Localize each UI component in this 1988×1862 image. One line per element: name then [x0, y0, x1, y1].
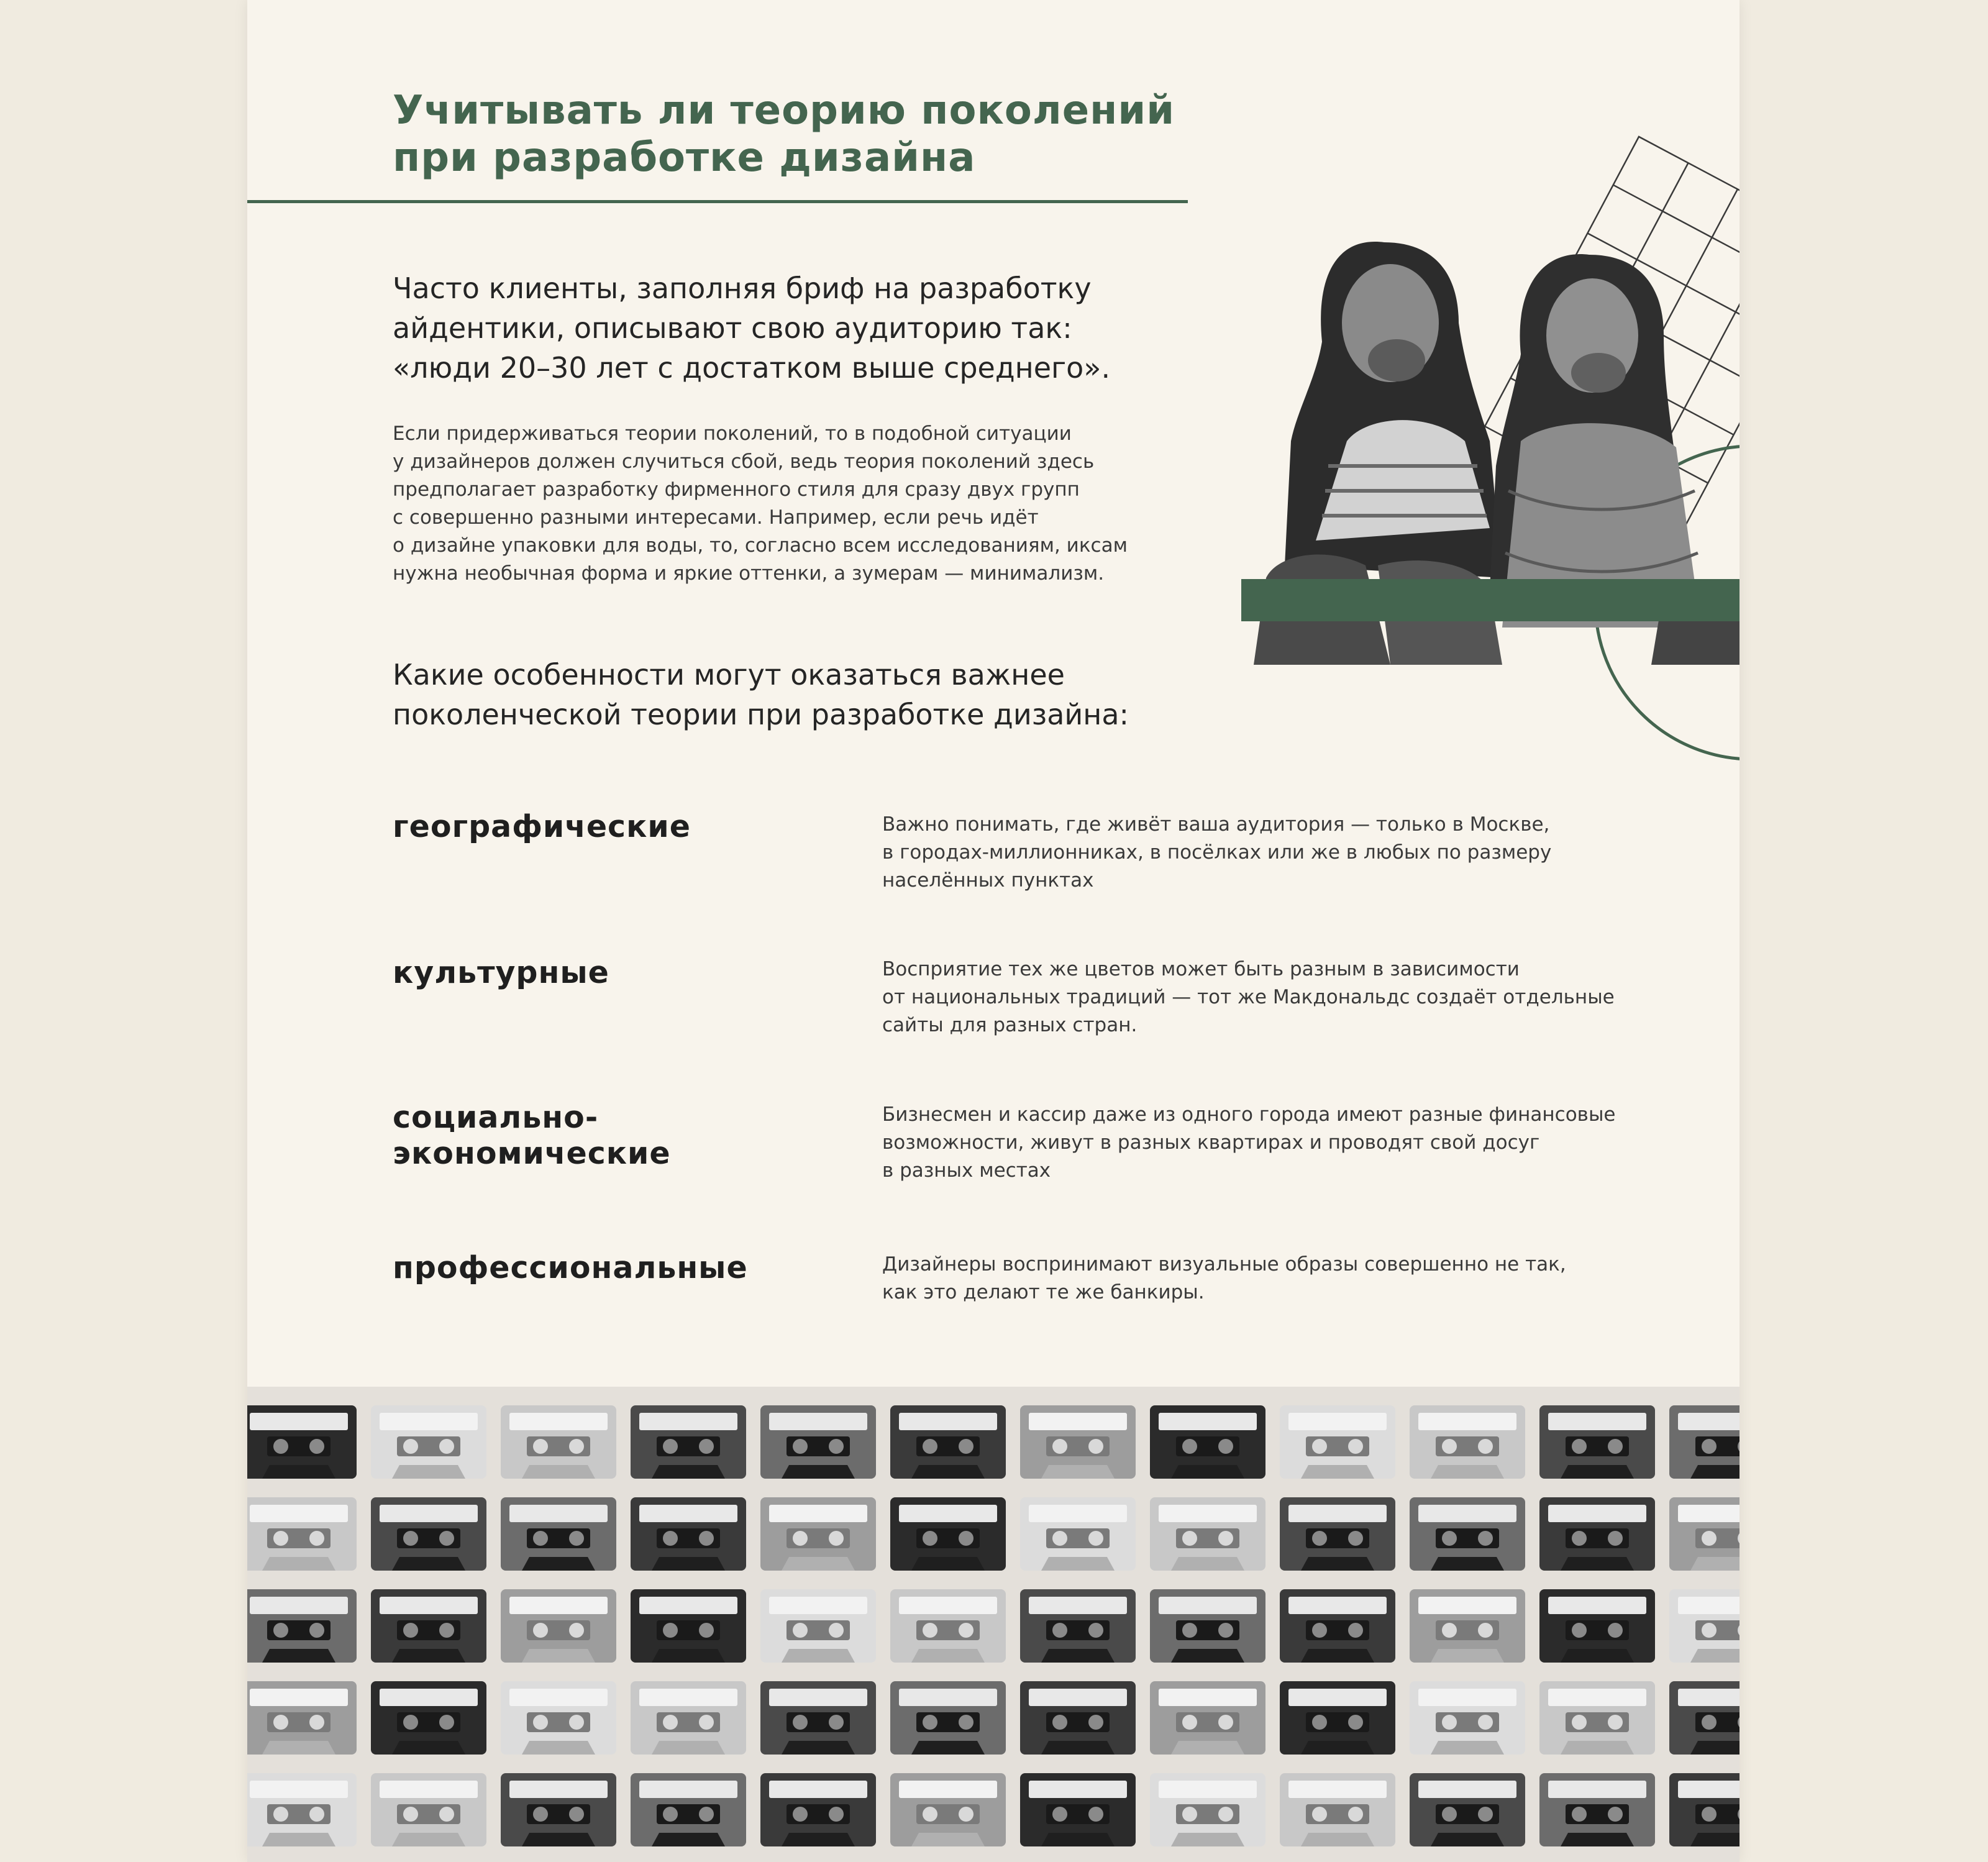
- cassette-tape: [247, 1405, 357, 1479]
- cassette-tape: [371, 1497, 486, 1571]
- cassette-tape: [1280, 1405, 1395, 1479]
- feature-title-line: экономические: [393, 1136, 671, 1171]
- cassette-tape: [1020, 1773, 1136, 1846]
- cassette-tape: [247, 1773, 357, 1846]
- cassette-tape: [631, 1773, 746, 1846]
- cassette-tape: [760, 1589, 876, 1663]
- cassette-tape: [1410, 1589, 1525, 1663]
- cassette-tape: [890, 1405, 1006, 1479]
- feature-desc-line: в городах-миллионниках, в посёлках или же в любых по размеру: [882, 841, 1552, 864]
- feature-desc-line: Важно понимать, где живёт ваша аудитория — только в Москве,: [882, 813, 1550, 836]
- cassette-tape: [631, 1497, 746, 1571]
- article-page: [247, 0, 1740, 1862]
- features-heading: [393, 655, 1129, 734]
- body-line: у дизайнеров должен случиться сбой, ведь теория поколений здесь: [393, 450, 1095, 473]
- cassette-tape: [501, 1681, 616, 1755]
- cassette-tape: [1669, 1681, 1740, 1755]
- body-line: предполагает разработку фирменного стиля для сразу двух групп: [393, 478, 1080, 501]
- feature-desc-line: Бизнесмен и кассир даже из одного города имеют разные финансовые: [882, 1103, 1616, 1126]
- cassette-tapes-band: [247, 1387, 1740, 1862]
- lead-line: Часто клиенты, заполняя бриф на разработку: [393, 272, 1092, 305]
- feature-title-line: профессиональные: [393, 1250, 748, 1285]
- cassette-tape: [371, 1681, 486, 1755]
- cassette-tape: [890, 1681, 1006, 1755]
- cassette-tape: [1280, 1773, 1395, 1846]
- cassette-tape: [1539, 1497, 1655, 1571]
- cassette-tape: [247, 1589, 357, 1663]
- cassette-tape: [631, 1405, 746, 1479]
- cassette-tape: [890, 1497, 1006, 1571]
- cassette-tape: [501, 1405, 616, 1479]
- cassette-tape: [1539, 1405, 1655, 1479]
- cassette-tape: [1150, 1773, 1265, 1846]
- cassette-tape: [1410, 1405, 1525, 1479]
- cassette-tape: [1020, 1405, 1136, 1479]
- cassette-tape: [1669, 1497, 1740, 1571]
- cassette-tape: [1410, 1773, 1525, 1846]
- cassette-tape: [1669, 1773, 1740, 1846]
- cassette-tape: [1280, 1497, 1395, 1571]
- feature-desc-line: Дизайнеры воспринимают визуальные образы совершенно не так,: [882, 1253, 1566, 1276]
- body-paragraph: [393, 420, 1128, 588]
- feature-title-line: географические: [393, 809, 691, 844]
- cassette-tape: [371, 1405, 486, 1479]
- cassette-tape: [760, 1773, 876, 1846]
- feature-desc-line: населённых пунктах: [882, 869, 1094, 892]
- feature-desc-line: как это делают те же банкиры.: [882, 1281, 1205, 1303]
- cassette-tape: [1150, 1681, 1265, 1755]
- feature-title-socioeconomic: [393, 1100, 671, 1172]
- feature-title-line: социально-: [393, 1100, 599, 1135]
- title-underline: [247, 200, 1188, 203]
- cassette-tape: [1020, 1497, 1136, 1571]
- cassette-tape: [1150, 1405, 1265, 1479]
- feature-title-cultural: [393, 955, 609, 991]
- cassette-tape: [760, 1405, 876, 1479]
- feature-desc-line: в разных местах: [882, 1159, 1051, 1182]
- cassette-tape: [1150, 1589, 1265, 1663]
- green-bar-graphic: [1241, 579, 1740, 621]
- lead-paragraph: [393, 268, 1110, 388]
- cassette-tape: [1539, 1681, 1655, 1755]
- cassette-tape: [1020, 1681, 1136, 1755]
- cassette-tape: [371, 1589, 486, 1663]
- cassette-tape: [371, 1773, 486, 1846]
- feature-desc-professional: [882, 1251, 1566, 1307]
- feature-desc-line: от национальных традиций — тот же Макдональдс создаёт отдельные: [882, 986, 1615, 1008]
- cassette-tape: [501, 1589, 616, 1663]
- cassette-tape: [1539, 1773, 1655, 1846]
- cassette-tape: [501, 1773, 616, 1846]
- features-heading-line: Какие особенности могут оказаться важнее: [393, 658, 1065, 691]
- cassette-tape: [247, 1497, 357, 1571]
- body-line: нужна необычная форма и яркие оттенки, а зумерам — минимализм.: [393, 562, 1105, 585]
- cassette-tape: [760, 1681, 876, 1755]
- cassette-tape: [247, 1681, 357, 1755]
- cassette-tape: [631, 1589, 746, 1663]
- feature-desc-line: Восприятие тех же цветов может быть разным в зависимости: [882, 958, 1520, 980]
- body-line: о дизайне упаковки для воды, то, согласно всем исследованиям, иксам: [393, 534, 1128, 557]
- features-heading-line: поколенческой теории при разработке дизайна:: [393, 698, 1129, 731]
- cassette-tape: [1539, 1589, 1655, 1663]
- cassette-tape: [1150, 1497, 1265, 1571]
- cassette-tape: [890, 1589, 1006, 1663]
- lead-line: «люди 20–30 лет с достатком выше среднего».: [393, 351, 1111, 385]
- cassette-tape: [631, 1681, 746, 1755]
- feature-desc-line: сайты для разных стран.: [882, 1014, 1138, 1036]
- article-title: [393, 87, 1175, 181]
- feature-desc-socioeconomic: [882, 1101, 1616, 1185]
- cassette-tape: [1669, 1589, 1740, 1663]
- cassette-tape: [1410, 1497, 1525, 1571]
- cassette-tape: [1410, 1681, 1525, 1755]
- article-title-line-1: Учитывать ли теорию поколений: [393, 88, 1175, 134]
- feature-desc-cultural: [882, 956, 1615, 1039]
- feature-desc-line: возможности, живут в разных квартирах и проводят свой досуг: [882, 1131, 1540, 1154]
- cassette-tape: [501, 1497, 616, 1571]
- feature-title-professional: [393, 1250, 748, 1286]
- girls-photo-illustration: [1241, 118, 1740, 764]
- feature-title-line: культурные: [393, 955, 609, 990]
- cassette-tape: [1280, 1681, 1395, 1755]
- cassette-tape: [1280, 1589, 1395, 1663]
- lead-line: айдентики, описывают свою аудиторию так:: [393, 311, 1072, 345]
- cassette-tape: [1669, 1405, 1740, 1479]
- feature-title-geographic: [393, 809, 691, 845]
- article-title-line-2: при разработке дизайна: [393, 135, 976, 181]
- body-line: Если придерживаться теории поколений, то в подобной ситуации: [393, 422, 1072, 445]
- cassette-tape: [760, 1497, 876, 1571]
- cassette-tape: [890, 1773, 1006, 1846]
- body-line: с совершенно разными интересами. Например, если речь идёт: [393, 506, 1039, 529]
- feature-desc-geographic: [882, 811, 1551, 895]
- cassette-tape: [1020, 1589, 1136, 1663]
